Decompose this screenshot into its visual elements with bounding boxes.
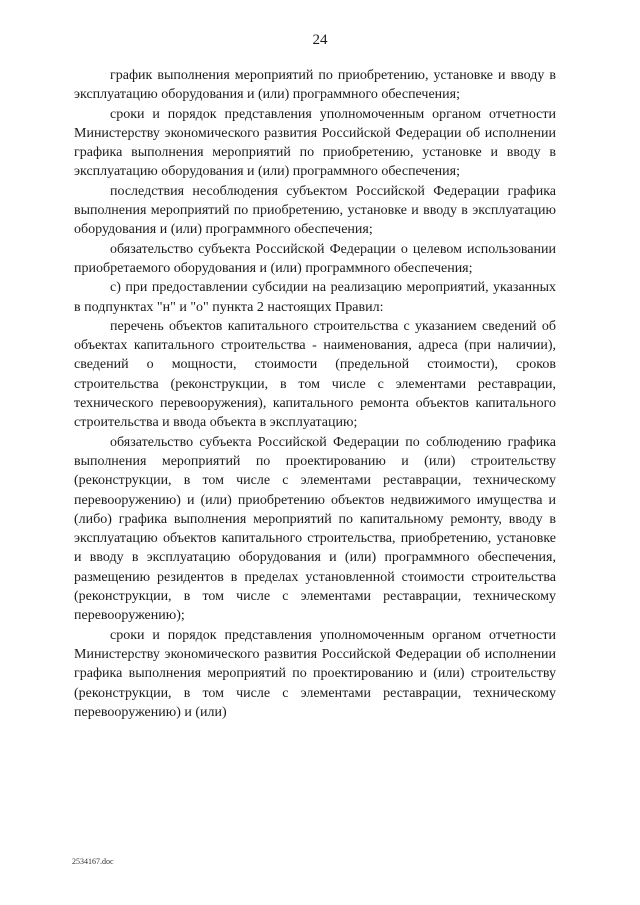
paragraph-schedule-equipment: график выполнения мероприятий по приобретению, установке и вводу в эксплуатацию оборудования и (или) программного обеспечения; [74, 68, 556, 103]
paragraph-obligation-schedule: обязательство субъекта Российской Федерации по соблюдению графика выполнения мероприятий по проектированию и (или) строительству (реконструкции, в том числе с элементами реставрации, техническому перевооружению) и (или) приобретению объектов недвижимого имущества и (либо) графика выполнения мероприятий по капитальному ремонту, вводу в эксплуатацию объектов капитального строительства, приобретению, установке и вводу в эксплуатацию оборудования и (или) программного обеспечения, размещению резидентов в пределах установленной стоимости строительства (реконструкции, в том числе с элементами реставрации, техническому перевооружению); [74, 434, 556, 624]
paragraph-reporting-terms-design: сроки и порядок представления уполномоченным органом отчетности Министерству экономического развития Российской Федерации об исполнении графика выполнения мероприятий по проектированию и (или) строительству (реконструкции, в том числе с элементами реставрации, техническому перевооружению) и (или) [74, 627, 556, 720]
paragraph-reporting-terms: сроки и порядок представления уполномоченным органом отчетности Министерству экономического развития Российской Федерации об исполнении графика выполнения мероприятий по приобретению, установке и вводу в эксплуатацию оборудования и (или) программного обеспечения; [74, 106, 556, 180]
paragraph-construction-list: перечень объектов капитального строительства с указанием сведений об объектах капитального строительства - наименования, адреса (при наличии), сведений о мощности, стоимости (предельной стоимости), сроков строительства (реконструкции, в том числе с элементами реставрации, технического перевооружения), капитального ремонта объектов капитального строительства и ввода объекта в эксплуатацию; [74, 318, 556, 431]
footer-file-code: 2534167.doc [72, 857, 114, 866]
paragraph-consequences: последствия несоблюдения субъектом Российской Федерации графика выполнения мероприятий по приобретению, установке и вводу в эксплуатацию оборудования и (или) программного обеспечения; [74, 183, 556, 238]
paragraph-subsidy-item-c: с) при предоставлении субсидии на реализацию мероприятий, указанных в подпунктах "н" и "о" пункта 2 настоящих Правил: [74, 280, 556, 315]
document-body [74, 66, 556, 722]
paragraph-obligation-targeted-use: обязательство субъекта Российской Федерации о целевом использовании приобретаемого оборудования и (или) программного обеспечения; [74, 241, 556, 276]
page-number: 24 [312, 32, 328, 48]
